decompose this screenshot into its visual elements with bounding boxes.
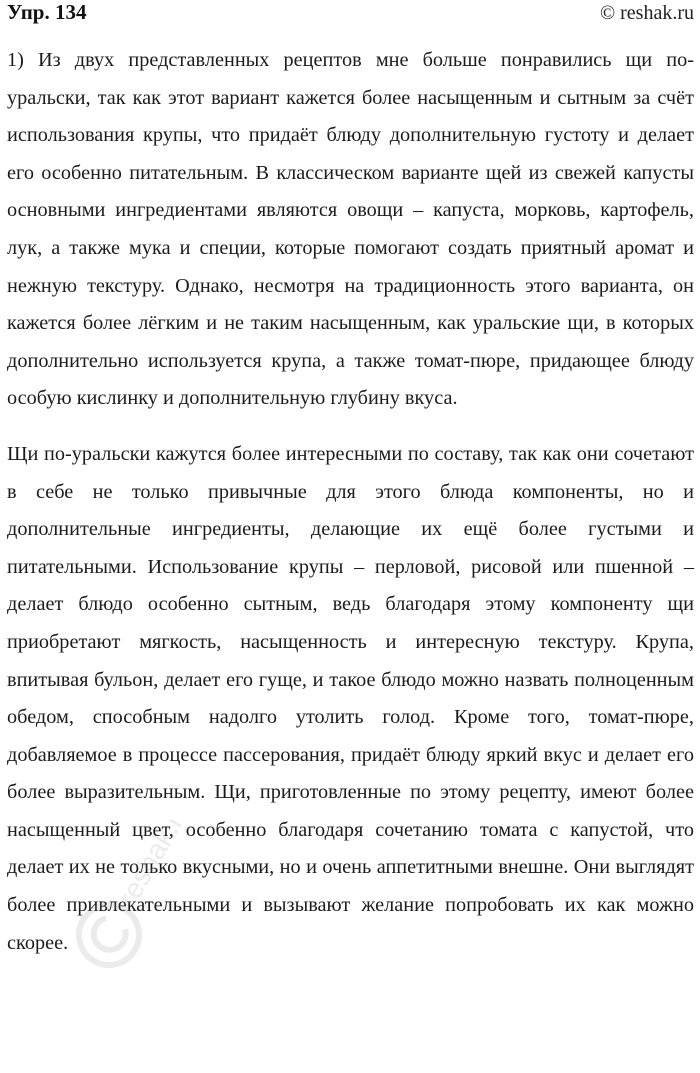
watermark-text: reshak.ru <box>111 820 197 912</box>
answer-text <box>7 42 694 962</box>
paragraph-1: 1) Из двух представленных рецептов мне больше понравились щи по-уральски, так как этот вариант кажется более насыщенным и сытным за счёт использования крупы, что придаёт блюду дополнительную густоту и делает его особенно питательным. В классическом варианте щей из свежей капусты основными ингредиентами являются овощи – капуста, морковь, картофель, лук, а также мука и специи, которые помогают создать приятный аромат и нежную текстуру. Однако, несмотря на традиционность этого варианта, он кажется более лёгким и не таким насыщенным, как уральские щи, в которых дополнительно используется крупа, а также томат-пюре, придающее блюду особую кислинку и дополнительную глубину вкуса. <box>7 49 694 410</box>
exercise-title: Упр. 134 <box>7 0 87 24</box>
site-copyright: © reshak.ru <box>599 2 694 24</box>
page-header <box>7 0 694 26</box>
paragraph-2: Щи по-уральски кажутся более интересными по составу, так как они сочетают в себе не только привычные для этого блюда компоненты, но и дополнительные ингредиенты, делающие их ещё более густыми и питательными. Использование крупы – перловой, рисовой или пшенной – делает блюдо особенно сытным, ведь благодаря этому компоненту щи приобретают мягкость, насыщенность и интересную текстуру. Крупа, впитывая бульон, делает его гуще, и такое блюдо можно назвать полноценным обедом, способным надолго утолить голод. Кроме того, томат-пюре, добавляемое в процессе пассерования, придаёт блюду яркий вкус и делает его более выразительным. Щи, приготовленные по этому рецепту, имеют более насыщенный цвет, особенно благодаря сочетанию томата с капустой, что делает их не только вкусными, но и очень аппетитными внешне. Они выглядят более привлекательными и вызывают желание попробовать их как можно скорее. <box>7 442 694 954</box>
